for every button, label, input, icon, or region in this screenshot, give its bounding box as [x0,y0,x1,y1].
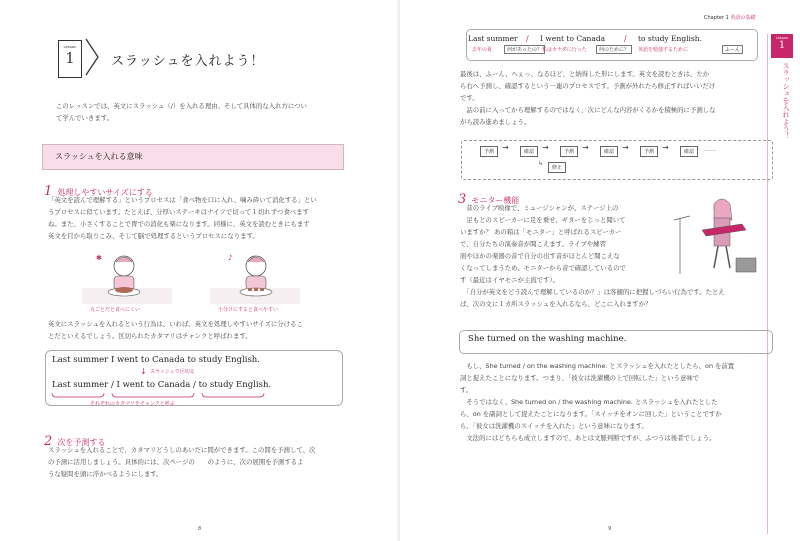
section-band [42,144,344,170]
point1-text [48,194,348,242]
arrow-right-icon: → [542,143,549,152]
para1-line: です。 [460,94,479,102]
para1 [460,68,760,128]
top-sentence-box [466,29,758,61]
sticker-3: ふーん [722,45,743,54]
flow-confirm-1: 確認 [520,146,538,157]
point3-line: す（最近はイヤモニが主流です）。 [460,276,560,284]
svg-text:♪: ♪ [228,254,233,262]
eating-steak-illustration [82,250,172,306]
example-slashed: Last summer / I went to Canada / to study English. [52,380,272,390]
side-lesson-word: Lesson [775,36,789,40]
point3-line: 昔のライブ映像で、ミュージシャンが、ステージ上の [460,204,619,212]
chapter-title: 英語の基礎 [730,15,756,21]
sticker-2: 何のために？ [596,45,632,54]
para2-line: ら、「彼女は洗濯機のスイッチを入れた」という意味になります。 [460,422,648,430]
flow-fix: 修正 [548,162,566,173]
intro-line: このレッスンでは、英文にスラッシュ（/）を入れる理由、そして具体的な入れ方につい [56,102,307,110]
arrow-down-right-icon: ↳ [538,160,544,167]
svg-text:✱: ✱ [96,254,102,262]
lesson-badge [58,40,82,78]
right-page [400,0,800,541]
point2-number: 2 [44,434,53,449]
example-chunk-note: それぞれのカタマリをチャンクと呼ぶ [90,401,175,407]
point3-line: ば、次の文に１カ所スラッシュを入れるなら、どこに入れますか？ [460,300,652,308]
eating-cut-steak-illustration [210,250,300,306]
para1-line: 話の前に入ってから理解するのではなく、次にどんな内容がくるかを積極的に予測しな [460,106,716,114]
side-lesson-number: 1 [778,40,786,51]
point2-text [48,444,348,480]
caption-right: 小分けにすると食べやすい [218,307,279,313]
guitarist-illustration [662,190,762,280]
point2-line: スラッシュを入れることで、カタマリどうしのあいだに間ができます。この間を予測して、次 [48,446,316,454]
point3-line: 面やほかの楽器の音で自分の出す音がほとんど聞こえな [460,252,620,260]
top-slash-2: / [624,34,627,43]
para2-line: ら、on を副詞として捉えたことになります。「スイッチをオンに回した」ということですか [460,410,722,418]
point2-line: うな疑問を頭に浮かべるようにします。 [48,470,163,478]
flow-predict-3: 予測 [640,146,658,157]
gloss-3: 英語を勉強するために [638,47,689,53]
point1-number: 1 [44,184,53,199]
para2-line: もし、She turned / on the washing machine. とスラッシュを入れたとしたら、on を前置 [460,362,735,370]
point1-after-line: とだといえるでしょう。区切られたカタマリはチャンクと呼ばれます。 [48,332,252,340]
flow-more: …… [704,146,716,153]
sticker-1: 何があったの？ [504,45,545,54]
point1-line: 「英文を読んで理解する」というプロセスは「食べ物を口に入れ、噛み砕いて消化する」とい [48,196,317,204]
side-title: スラッシュを入れよう！ [782,62,790,139]
para1-line: がら読み進めましょう。 [460,118,531,126]
intro [56,100,356,124]
arrow-right-icon: → [622,143,629,152]
para2-line: 詞と捉えたことになります。つまり、「彼女は洗濯機の上で回転した」という意味で [460,374,700,382]
top-slash-1: / [526,34,529,43]
para2-line: そうではなく、She turned on / the washing machine. とスラッシュを入れたとした [460,398,718,406]
point1-line: うプロセスに似ています。たとえば、分厚いステーキはナイフで切って１切れずつ食べます [48,208,309,216]
intro-line: て学んでいきます。 [56,114,114,122]
point3-number: 3 [458,192,467,207]
flow-predict-2: 予測 [560,146,578,157]
point3-line: いますか？ あの箱は「モニター」と呼ばれるスピーカー [460,228,622,236]
flow-confirm-2: 確認 [600,146,618,157]
para1-line: 最後は、ふーん、へぇっ、なるほど、と納得した形にします。英文を読むときは、左か [460,70,710,78]
chapter-label: Chapter 1 [704,15,729,21]
arrow-right-icon: → [582,143,589,152]
para2 [460,360,764,444]
lesson-number: 1 [65,49,75,67]
flow-predict-1: 予測 [480,146,498,157]
point2-line: の予測に活用しましょう。具体的には、次ページの のように、次の展開を予測するよ [48,458,304,466]
para2-line: 文法的にはどちらも成立しますので、あとは文脈判断ですが、ふつうは後者でしょう。 [460,434,716,442]
top-chunk-3: to study English. [638,34,702,43]
point3-line: 足もとのスピーカーに足を乗せ、ギターをじっと聞いて [460,216,626,224]
point3-line: で、自分たちの演奏音が聞こえます。ライブや練習 [460,240,606,248]
gloss-1: 去年の夏 [472,47,493,53]
arrow-right-icon: → [662,143,669,152]
chevron-right-icon [84,37,100,77]
example-arrow-label: スラッシュで区切る [150,369,195,375]
point3-title: モニター機能 [471,196,520,205]
page-number: 9 [608,526,612,532]
top-chunk-1: Last summer [468,34,518,43]
side-rule [767,34,768,534]
arrow-right-icon: → [502,143,509,152]
point2-title: 次を予測する [57,438,106,447]
side-lesson-tab [771,34,793,58]
lesson-title: スラッシュを入れよう！ [111,54,265,69]
section-title: スラッシュを入れる意味 [55,152,143,161]
point1-line: 英文を目から取りこみ、そして脳で処理するというプロセスになります。 [48,232,259,240]
caption-left: 丸ごとだと食べにくい [90,307,141,313]
arrow-down-icon: ↓ [140,367,147,376]
point1-title: 処理しやすいサイズにする [57,188,153,197]
example-plain: Last summer I went to Canada to study English. [52,355,260,365]
point1-line: ね。また、小さくすることで胃での消化も楽になります。同様に、英文を読むときにもまず [48,220,310,228]
top-chunk-2: I went to Canada [540,34,606,43]
para2-line: す。 [460,386,473,394]
chapter-header [704,14,755,21]
flow-confirm-3: 確認 [680,146,698,157]
gloss-2: 私はカナダに行った [542,47,587,53]
answer-sentence: She turned on the washing machine. [468,334,627,344]
page-number: 8 [198,526,202,532]
para1-line: ら右へ予測し、確認するという一連のプロセスです。予測が外れたら修正すればいいだけ [460,82,716,90]
point1-after [48,318,348,342]
point1-after-line: 英文にスラッシュを入れるという行為は、いわば、英文を処理しやすいサイズに分けるこ [48,320,303,328]
lesson-word: Lesson [63,44,77,49]
point3-line: くなってしまうため、モニターから音で確認しているので [460,264,626,272]
point3-line: 「自分が英文をどう読んで理解しているのか？」は客観的に把握しづらい行為です。たとえ [460,288,725,296]
